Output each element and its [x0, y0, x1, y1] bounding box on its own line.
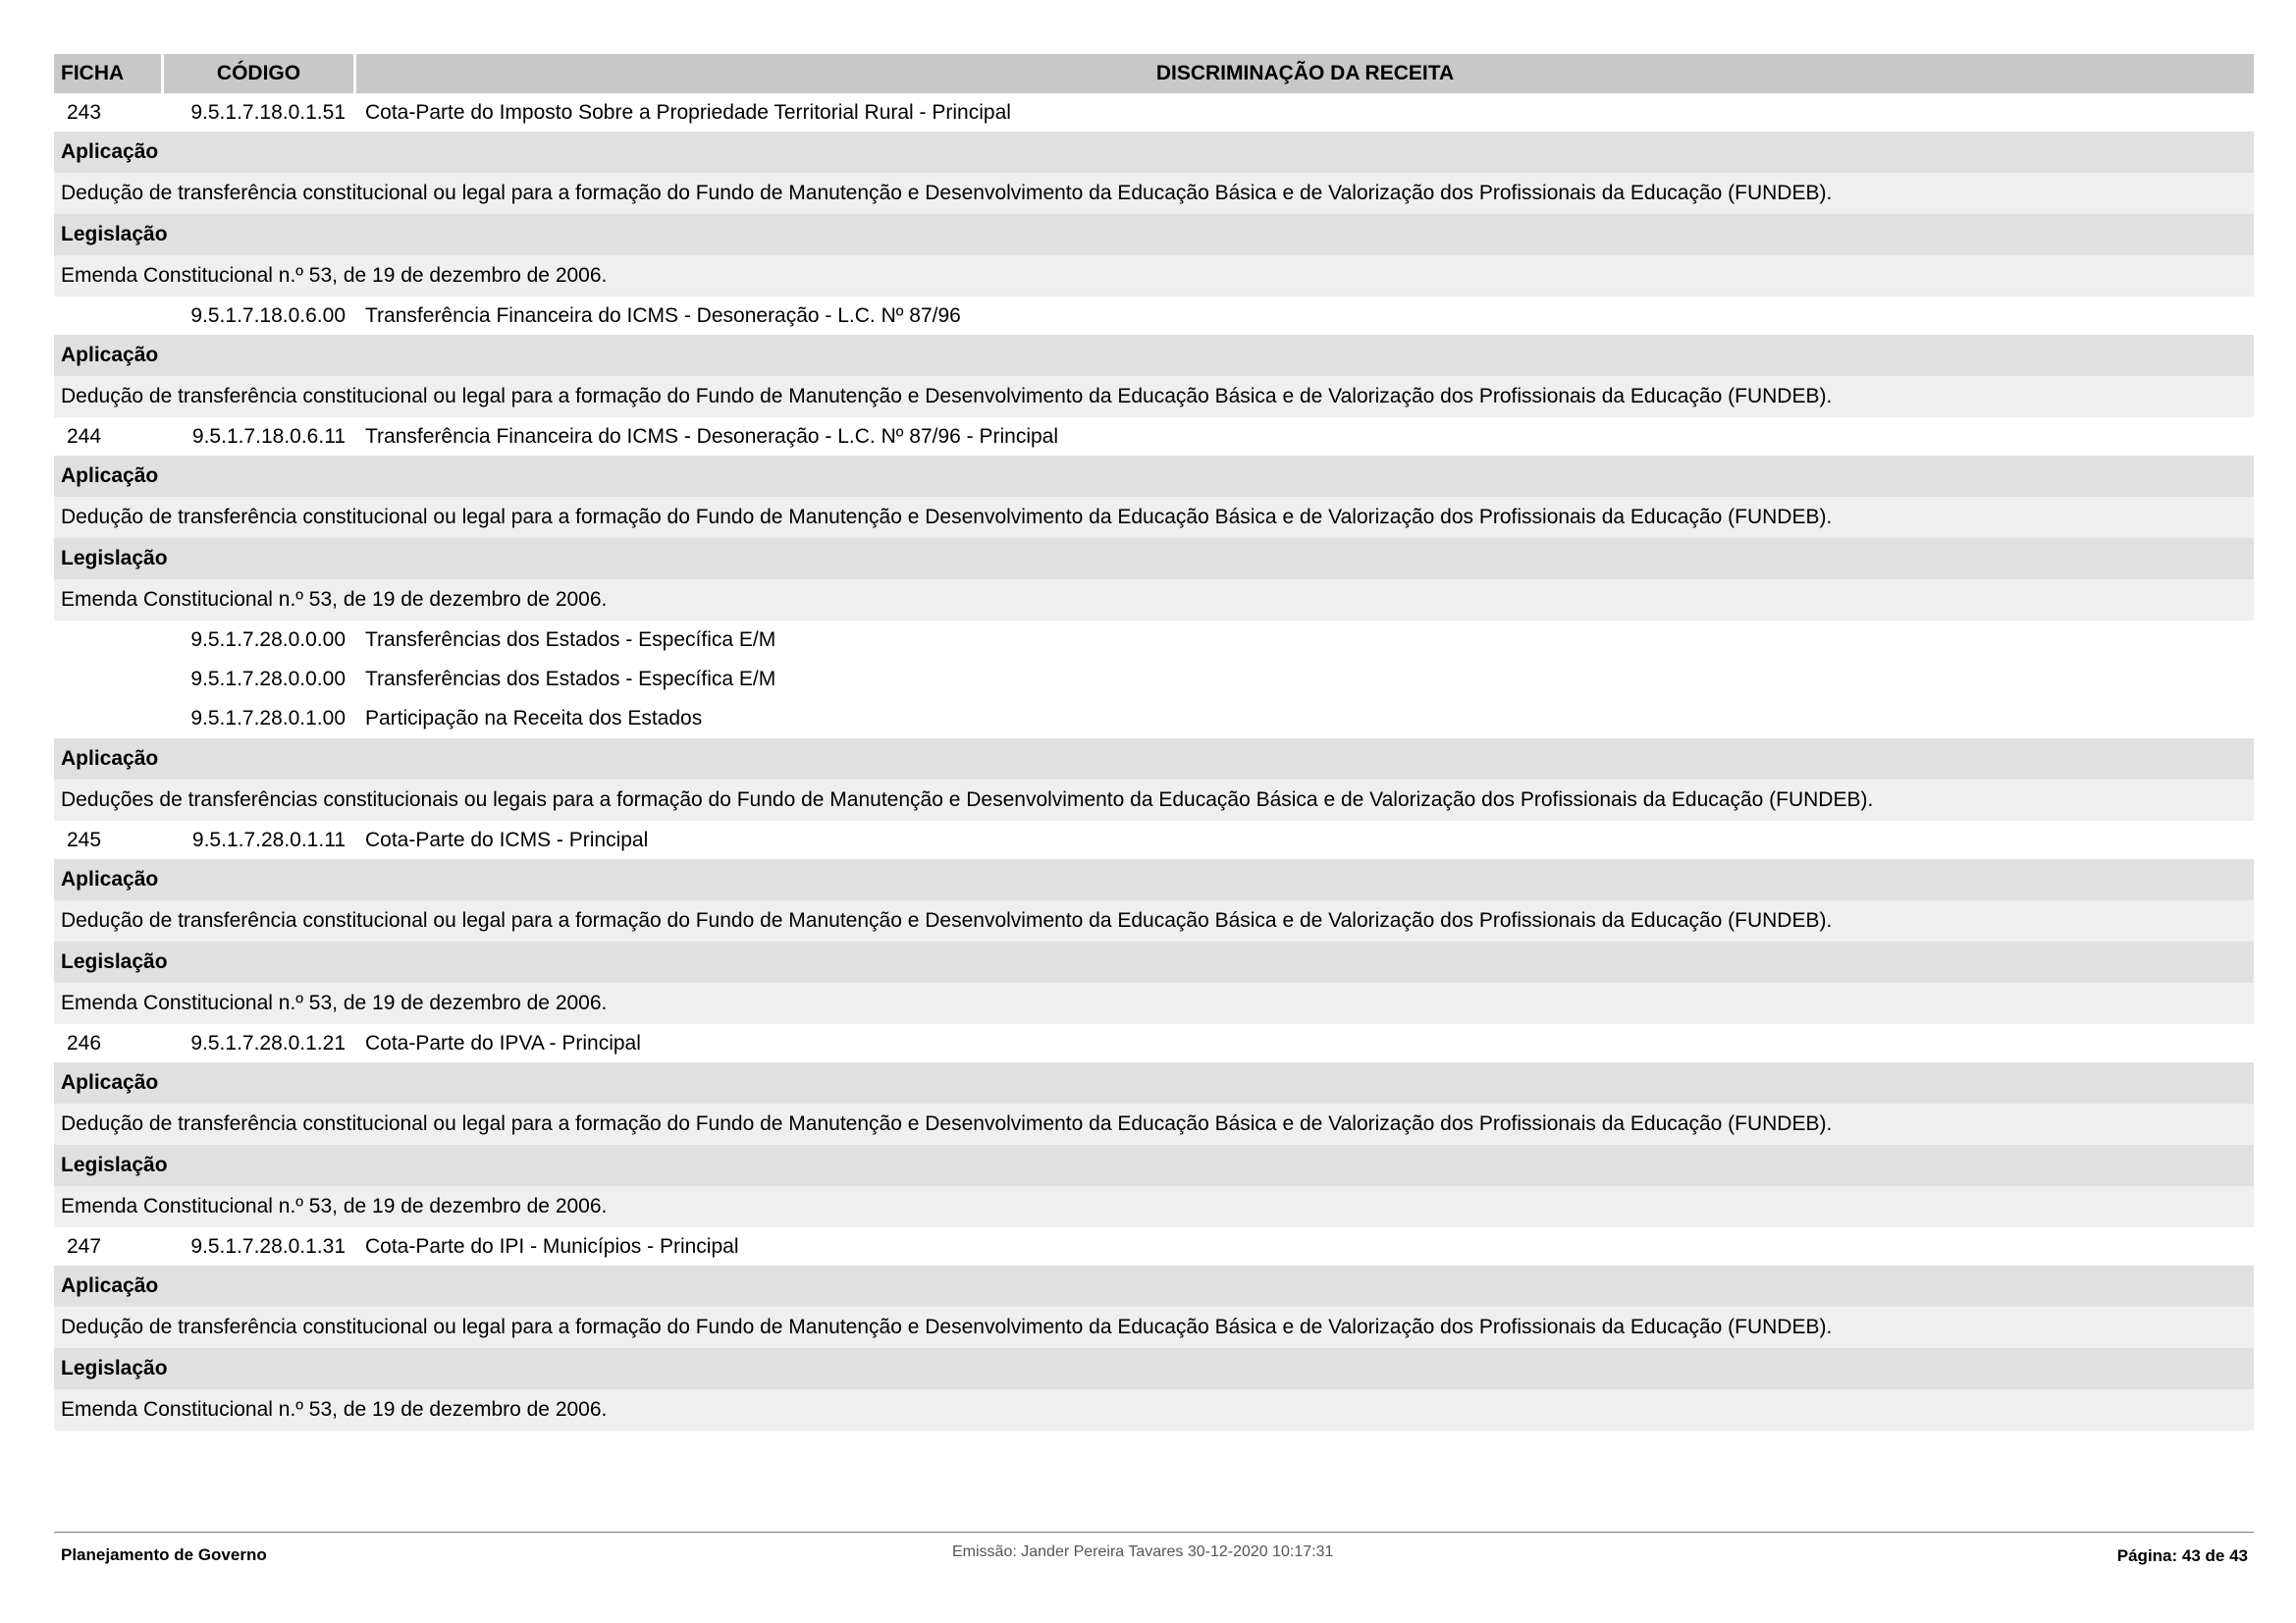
- aplicacao-text: Deduções de transferências constitucionais ou legais para a formação do Fundo de Manutenção e Desenvolvimento da Educação Básica e de Valorização dos Profissionais da Educação (FUNDEB).: [54, 780, 2254, 821]
- aplicacao-label: Aplicação: [54, 132, 2254, 173]
- revenue-code: 9.5.1.7.28.0.0.00: [190, 628, 346, 651]
- legislacao-label: Legislação: [54, 214, 2254, 255]
- legislacao-label: Legislação: [54, 942, 2254, 983]
- aplicacao-label: Aplicação: [54, 335, 2254, 376]
- aplicacao-text: Dedução de transferência constitucional ou legal para a formação do Fundo de Manutenção e Desenvolvimento da Educação Básica e de Valorização dos Profissionais da Educação (FUNDEB).: [54, 497, 2254, 538]
- aplicacao-text: Dedução de transferência constitucional ou legal para a formação do Fundo de Manutenção e Desenvolvimento da Educação Básica e de Valorização dos Profissionais da Educação (FUNDEB).: [54, 900, 2254, 942]
- revenue-description: Cota-Parte do IPI - Municípios - Principal: [365, 1234, 739, 1258]
- table-row: [54, 93, 2254, 132]
- table-row: [54, 1024, 2254, 1062]
- ficha-number: 244: [67, 424, 102, 448]
- table-row: [54, 1227, 2254, 1266]
- revenue-code: 9.5.1.7.28.0.1.11: [191, 828, 346, 851]
- revenue-code: 9.5.1.7.18.0.6.11: [191, 424, 346, 448]
- header-descricao: DISCRIMINAÇÃO DA RECEITA: [1155, 62, 1455, 84]
- legislacao-text: Emenda Constitucional n.º 53, de 19 de dezembro de 2006.: [54, 1186, 2254, 1227]
- footer-page-number: Página: 43 de 43: [2116, 1546, 2248, 1565]
- legislacao-label: Legislação: [54, 1145, 2254, 1186]
- table-row: [54, 699, 2254, 738]
- revenue-table: [54, 54, 2254, 1431]
- page-footer: [54, 1532, 2254, 1572]
- table-row: [54, 621, 2254, 660]
- aplicacao-label: Aplicação: [54, 859, 2254, 900]
- table-row: [54, 297, 2254, 335]
- revenue-description: Transferência Financeira do ICMS - Desoneração - L.C. Nº 87/96: [365, 303, 961, 327]
- revenue-code: 9.5.1.7.18.0.6.00: [190, 303, 346, 327]
- revenue-description: Cota-Parte do Imposto Sobre a Propriedade Territorial Rural - Principal: [365, 100, 1011, 124]
- revenue-description: Transferência Financeira do ICMS - Desoneração - L.C. Nº 87/96 - Principal: [365, 424, 1059, 448]
- revenue-description: Transferências dos Estados - Específica E/M: [365, 628, 776, 651]
- aplicacao-label: Aplicação: [54, 1062, 2254, 1104]
- legislacao-text: Emenda Constitucional n.º 53, de 19 de dezembro de 2006.: [54, 983, 2254, 1024]
- revenue-code: 9.5.1.7.28.0.1.31: [190, 1234, 346, 1258]
- footer-emission: Emissão: Jander Pereira Tavares 30-12-2020 10:17:31: [952, 1543, 1334, 1560]
- aplicacao-text: Dedução de transferência constitucional ou legal para a formação do Fundo de Manutenção e Desenvolvimento da Educação Básica e de Valorização dos Profissionais da Educação (FUNDEB).: [54, 1104, 2254, 1145]
- legislacao-label: Legislação: [54, 1348, 2254, 1389]
- table-row: [54, 417, 2254, 456]
- header-codigo: CÓDIGO: [164, 54, 356, 93]
- aplicacao-text: Dedução de transferência constitucional ou legal para a formação do Fundo de Manutenção e Desenvolvimento da Educação Básica e de Valorização dos Profissionais da Educação (FUNDEB).: [54, 376, 2254, 417]
- aplicacao-label: Aplicação: [54, 738, 2254, 780]
- legislacao-label: Legislação: [54, 538, 2254, 579]
- revenue-code: 9.5.1.7.28.0.1.21: [190, 1031, 346, 1055]
- revenue-code: 9.5.1.7.28.0.0.00: [190, 668, 346, 690]
- aplicacao-label: Aplicação: [54, 1266, 2254, 1307]
- ficha-number: 243: [67, 100, 102, 124]
- revenue-description: Transferências dos Estados - Específica E/M: [365, 668, 776, 690]
- legislacao-text: Emenda Constitucional n.º 53, de 19 de dezembro de 2006.: [54, 1389, 2254, 1431]
- ficha-number: 245: [67, 828, 102, 851]
- table-row: [54, 821, 2254, 859]
- revenue-description: Participação na Receita dos Estados: [365, 707, 703, 730]
- aplicacao-text: Dedução de transferência constitucional ou legal para a formação do Fundo de Manutenção e Desenvolvimento da Educação Básica e de Valorização dos Profissionais da Educação (FUNDEB).: [54, 173, 2254, 214]
- header-ficha: FICHA: [54, 54, 164, 93]
- revenue-code: 9.5.1.7.18.0.1.51: [190, 100, 346, 124]
- aplicacao-text: Dedução de transferência constitucional ou legal para a formação do Fundo de Manutenção e Desenvolvimento da Educação Básica e de Valorização dos Profissionais da Educação (FUNDEB).: [54, 1307, 2254, 1348]
- table-row: [54, 660, 2254, 699]
- table-header: [54, 54, 2254, 93]
- revenue-description: Cota-Parte do ICMS - Principal: [365, 828, 649, 851]
- ficha-number: 246: [67, 1031, 102, 1055]
- ficha-number: 247: [67, 1234, 102, 1258]
- aplicacao-label: Aplicação: [54, 456, 2254, 497]
- legislacao-text: Emenda Constitucional n.º 53, de 19 de dezembro de 2006.: [54, 579, 2254, 621]
- revenue-description: Cota-Parte do IPVA - Principal: [365, 1031, 641, 1055]
- legislacao-text: Emenda Constitucional n.º 53, de 19 de dezembro de 2006.: [54, 255, 2254, 297]
- footer-department: Planejamento de Governo: [61, 1545, 267, 1564]
- revenue-code: 9.5.1.7.28.0.1.00: [190, 707, 346, 730]
